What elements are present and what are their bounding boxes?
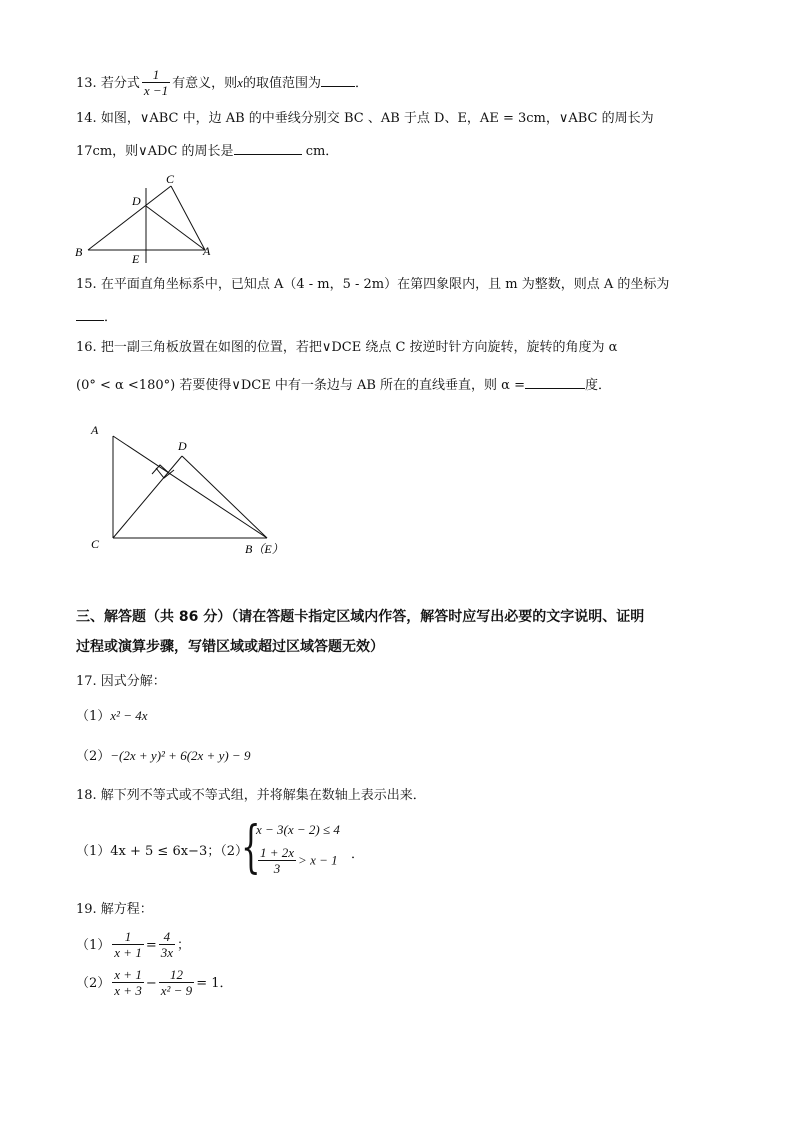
q18-system-line1: x − 3(x − 2) ≤ 4	[256, 822, 340, 837]
q14-text-2: 17cm，则∨ADC 的周长是	[76, 144, 234, 159]
q13-frac-numerator: 1	[152, 67, 160, 82]
q16-label-a: A	[91, 423, 99, 437]
question-18-title: 18. 解下列不等式或不等式组，并将解集在数轴上表示出来．	[76, 788, 426, 803]
q13-var-x: x	[237, 74, 243, 90]
q14-label-c: C	[166, 172, 175, 186]
question-14-line1	[76, 112, 654, 125]
q15-answer-blank	[76, 308, 104, 321]
q14-label-b: B	[75, 245, 83, 259]
q18-system-fraction	[258, 846, 296, 877]
q18-system-brace: {	[241, 815, 261, 880]
q16-label-be: B（E）	[245, 542, 284, 556]
q19-p2-left-num: x + 1	[114, 967, 142, 982]
q19-part2	[76, 968, 232, 999]
q13-text-2: 有意义，则	[172, 75, 238, 91]
section-3-heading-line1: 三、解答题（共 86 分）（请在答题卡指定区域内作答，解答时应写出必要的文字说明、证明	[76, 609, 645, 625]
q19-p1-end: ；	[177, 937, 191, 953]
q18-system-line2	[256, 846, 338, 877]
q16-text-3: 度．	[584, 378, 611, 393]
q19-p2-left-fraction	[112, 968, 144, 999]
q18-system-line2-rest: > x − 1	[298, 852, 338, 868]
q14-label-d: D	[132, 194, 141, 208]
question-13	[76, 68, 368, 99]
q14-triangle-figure	[70, 168, 220, 268]
q14-label-a: A	[203, 244, 211, 258]
q16-label-c: C	[91, 537, 100, 551]
q14-number: 14.	[76, 111, 97, 126]
q16-number: 16.	[76, 340, 97, 355]
q17-part1-label: （1）	[76, 709, 111, 724]
q19-p1-equals: =	[145, 937, 157, 953]
q17-part2	[76, 749, 250, 763]
q19-p2-right-num: 12	[169, 967, 183, 982]
q17-part2-expr: −(2x + y)² + 6(2x + y) − 9	[110, 748, 251, 763]
q18-end: ．	[351, 847, 365, 862]
q19-p1-left-num: 1	[124, 929, 132, 944]
q19-p1-right-num: 4	[163, 929, 171, 944]
q17-part1-expr: x² − 4x	[110, 708, 148, 723]
question-15-line2	[76, 308, 117, 324]
q16-triangle-figure	[85, 418, 305, 563]
q19-part1	[76, 930, 190, 961]
q16-label-d: D	[178, 439, 187, 453]
q13-number: 13.	[76, 75, 97, 91]
q19-p1-right-den: 3x	[160, 945, 174, 961]
q14-text-1: 如图，∨ABC 中，边 AB 的中垂线分别交 BC 、AB 于点 D、E，AE = 3cm，∨ABC 的周长为	[100, 111, 654, 126]
q16-answer-blank	[525, 376, 585, 389]
q19-p1-left-den: x + 1	[114, 945, 142, 961]
q13-frac-denominator: x −1	[143, 83, 169, 99]
q13-text-1: 若分式	[100, 75, 140, 91]
q16-text-1: 把一副三角板放置在如图的位置，若把∨DCE 绕点 C 按逆时针方向旋转，旋转的角度为 α	[100, 340, 618, 355]
q18-part1: （1）4x + 5 ≤ 6x−3；（2）	[76, 844, 248, 859]
q19-p2-right-den: x² − 9	[160, 983, 193, 999]
q14-text-3: cm．	[305, 144, 339, 159]
question-16-line2	[76, 376, 611, 392]
q15-number: 15.	[76, 277, 97, 292]
q18-frac-den: 3	[258, 860, 296, 877]
section-3-heading-line2: 过程或演算步骤，写错区域或超过区域答题无效）	[76, 639, 384, 655]
q19-p2-end: = 1．	[196, 975, 233, 991]
q13-text-3: 的取值范围为	[242, 75, 321, 91]
q16-text-2: (0° < α <180°) 若要使得∨DCE 中有一条边与 AB 所在的直线垂直，则 α =	[76, 378, 525, 393]
question-16-line1	[76, 341, 617, 354]
q19-part2-label: （2）	[76, 975, 111, 991]
q19-p2-right-fraction	[159, 968, 194, 999]
q17-part1	[76, 709, 148, 723]
question-19-title: 19. 解方程：	[76, 902, 153, 917]
q19-p1-right-fraction	[159, 930, 175, 961]
q15-end: ．	[104, 310, 118, 325]
q14-answer-blank	[234, 142, 302, 155]
q17-part2-label: （2）	[76, 749, 111, 764]
q19-p2-minus: −	[145, 975, 157, 991]
q15-text-1: 在平面直角坐标系中，已知点 A（4 - m，5 - 2m）在第四象限内，且 m 为整数，则点 A 的坐标为	[100, 277, 670, 292]
question-15-line1	[76, 278, 669, 291]
question-17-title: 17. 因式分解：	[76, 674, 166, 689]
q13-fraction	[142, 68, 170, 99]
q14-label-e: E	[132, 252, 140, 266]
question-14-line2	[76, 142, 338, 158]
q19-p2-left-den: x + 3	[114, 983, 142, 999]
q13-end: ．	[354, 75, 368, 91]
q19-part1-label: （1）	[76, 937, 111, 953]
q19-p1-left-fraction	[112, 930, 144, 961]
q18-frac-num: 1 + 2x	[260, 845, 295, 860]
q13-answer-blank	[321, 74, 355, 87]
